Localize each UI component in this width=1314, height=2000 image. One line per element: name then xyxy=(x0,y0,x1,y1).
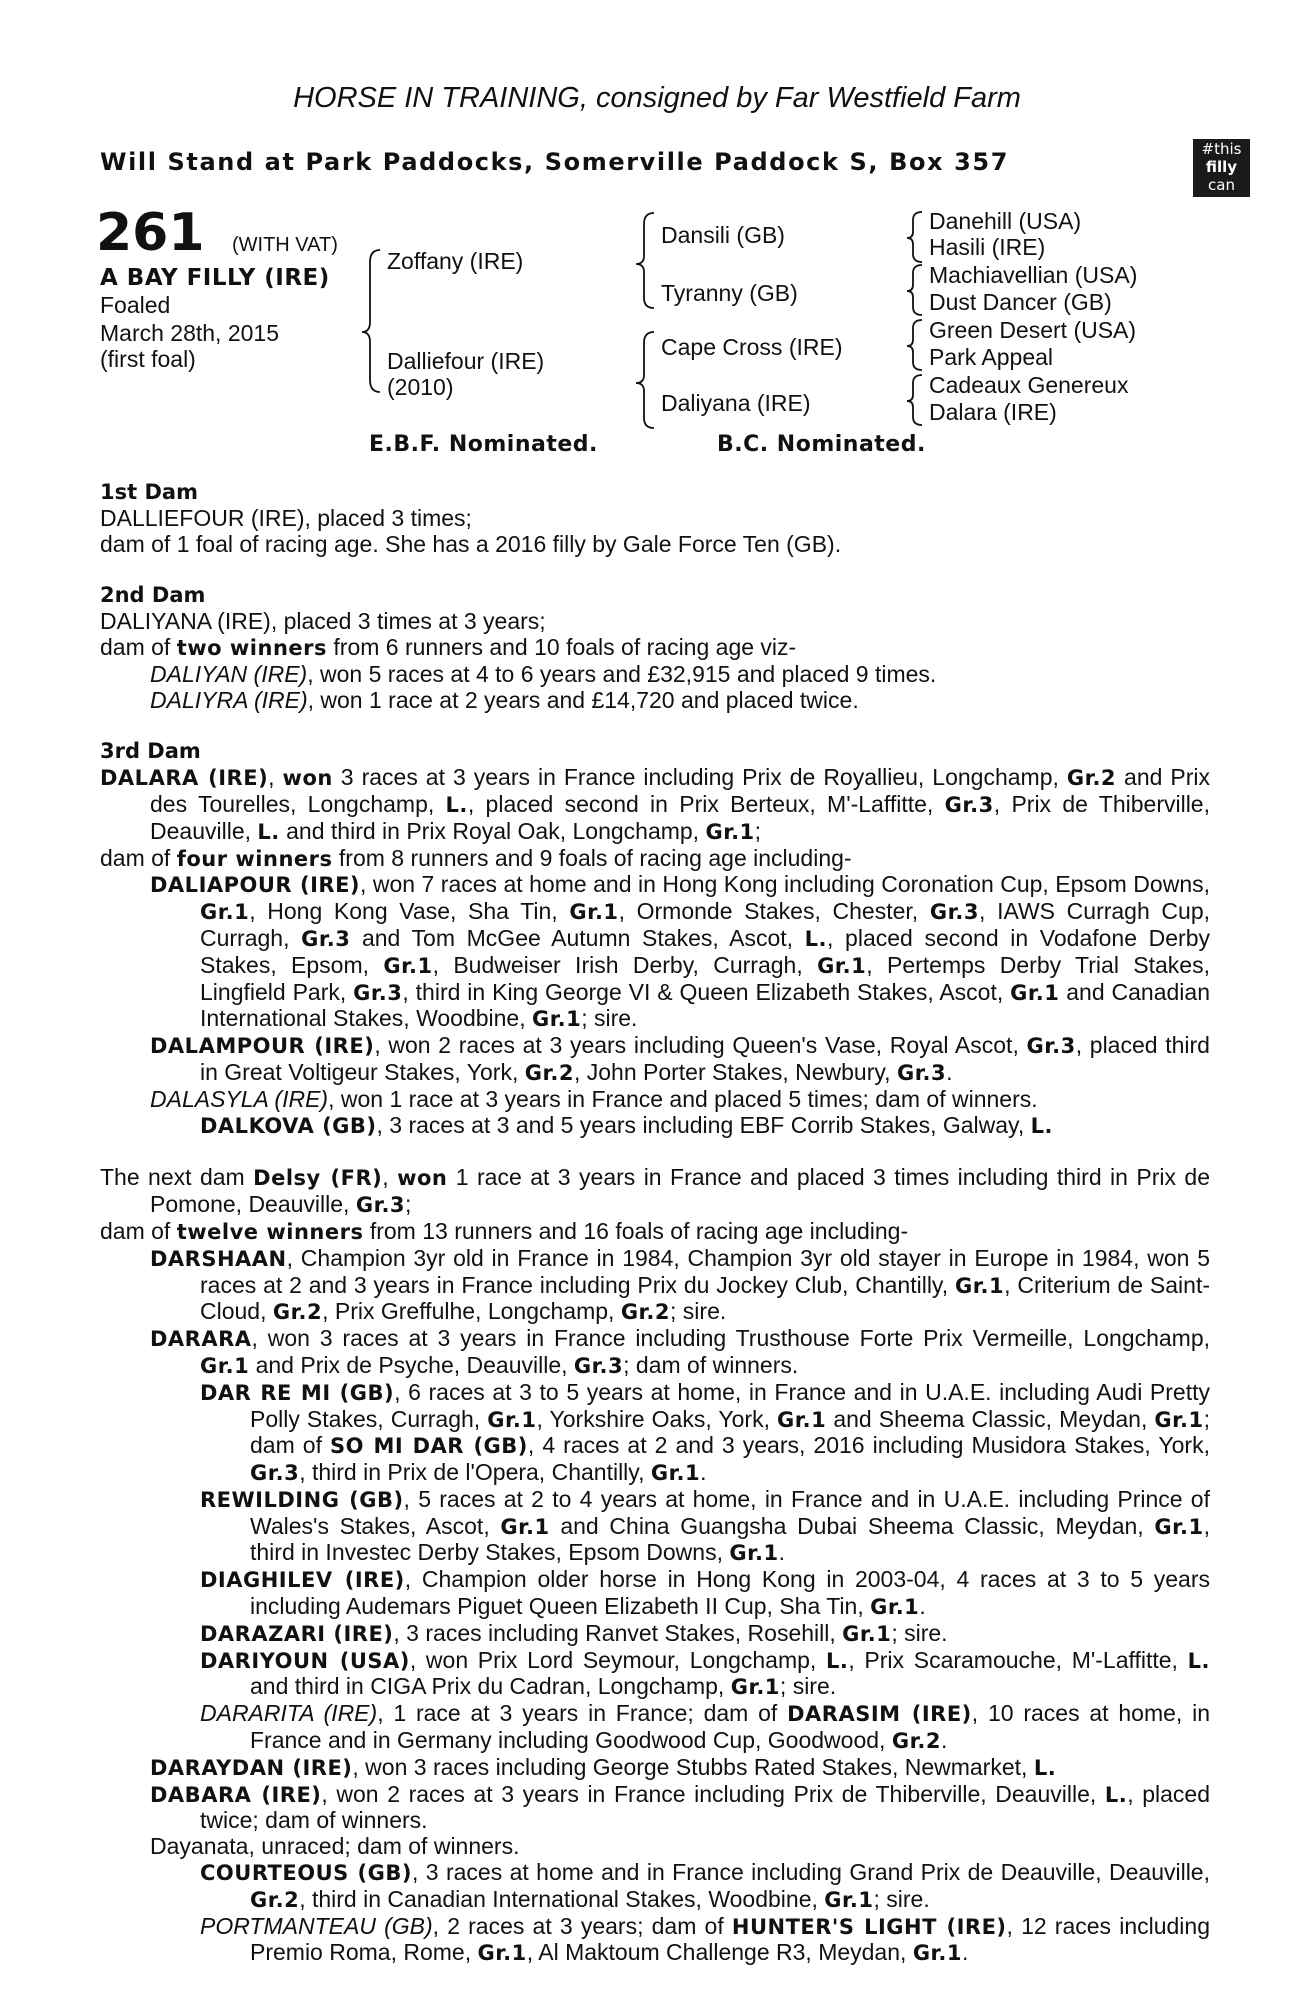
first-dam-heading: 1st Dam xyxy=(100,480,198,504)
stand-location: Will Stand at Park Paddocks, Somerville Paddock S, Box 357 xyxy=(100,148,1009,176)
pedigree-g8: Dalara (IRE) xyxy=(929,399,1057,425)
lot-number: 261 xyxy=(96,203,205,263)
pedigree-sire-sire: Dansili (GB) xyxy=(661,222,785,248)
badge-line-1: #this xyxy=(1201,140,1242,158)
bracket-g1 xyxy=(907,212,922,262)
progeny-dariyoun: DARIYOUN (USA), won Prix Lord Seymour, Longchamp, L., Prix Scaramouche, M'-Laffitte, L. and third in CIGA Prix du Cadran, Longchamp, Gr.1; sire. xyxy=(200,1646,1211,1700)
progeny-darazari: DARAZARI (IRE), 3 races including Ranvet Stakes, Rosehill, Gr.1; sire. xyxy=(200,1619,948,1646)
third-dam-produce: dam of four winners from 8 runners and 9 foals of racing age including- xyxy=(100,844,852,871)
bracket-g3 xyxy=(907,320,922,370)
progeny-dalasyla: DALASYLA (IRE), won 1 race at 3 years in France and placed 5 times; dam of winners. xyxy=(150,1085,1038,1112)
progeny-courteous: COURTEOUS (GB), 3 races at home and in France including Grand Prix de Deauville, Deauville, Gr.2, third in Canadian International Stakes, Woodbine, Gr.1; sire. xyxy=(200,1859,1210,1912)
progeny-dar-re-mi: DAR RE MI (GB), 6 races at 3 to 5 years at home, in France and in U.A.E. including Audi Pretty Polly Stakes, Curragh, Gr.1, Yorkshire Oaks, York, Gr.1 and Sheema Classic, Meydan, Gr.1; dam of SO MI DAR (GB), 4 races at 2 and 3 years, 2016 including Musidora Stakes, York, Gr.3, third in Prix de l'Opera, Chantilly, Gr.1. xyxy=(200,1378,1211,1486)
progeny-rewilding: REWILDING (GB), 5 races at 2 to 4 years at home, in France and in U.A.E. including Prince of Wales's Stakes, Ascot, Gr.1 and China Guangsha Dubai Sheema Classic, Meydan, Gr.1, third in Investec Derby Stakes, Epsom Downs, Gr.1. xyxy=(200,1485,1210,1566)
bracket-sire-dam xyxy=(362,250,380,392)
foaled-date: March 28th, 2015 xyxy=(100,320,280,346)
progeny-daliapour: DALIAPOUR (IRE), won 7 races at home and in Hong Kong including Coronation Cup, Epsom Downs, Gr.1, Hong Kong Vase, Sha Tin, Gr.1, Ormonde Stakes, Chester, Gr.3, IAWS Curragh Cup, Curragh, Gr.3 and Tom McGee Autumn Stakes, Ascot, L., placed second in Vodafone Derby Stakes, Epsom, Gr.1, Budweiser Irish Derby, Curragh, Gr.1, Pertemps Derby Trial Stakes, Lingfield Park, Gr.3, third in King George VI & Queen Elizabeth Stakes, Ascot, Gr.1 and Canadian International Stakes, Woodbine, Gr.1; sire. xyxy=(150,871,1211,1032)
pedigree-g7: Cadeaux Genereux xyxy=(929,372,1129,398)
progeny-dalkova: DALKOVA (GB), 3 races at 3 and 5 years including EBF Corrib Stakes, Galway, L. xyxy=(200,1111,1053,1138)
progeny-darara: DARARA, won 3 races at 3 years in France including Trusthouse Forte Prix Vermeille, Longchamp, Gr.1 and Prix de Psyche, Deauville, Gr.3; dam of winners. xyxy=(150,1325,1210,1378)
first-dam-line-1: DALLIEFOUR (IRE), placed 3 times; xyxy=(100,504,472,531)
ebf-nominated: E.B.F. Nominated. xyxy=(369,432,598,457)
bracket-g4 xyxy=(907,375,922,425)
next-dam-delsy: The next dam Delsy (FR), won 1 race at 3 years in France and placed 3 times including third in Prix de Pomone, Deauville, Gr.3; xyxy=(100,1164,1210,1218)
progeny-darshaan: DARSHAAN, Champion 3yr old in France in 1984, Champion 3yr old stayer in Europe in 1984, won 5 races at 2 and 3 years in France including Prix du Jockey Club, Chantilly, Gr.1, Criterium de Saint-Cloud, Gr.2, Prix Greffulhe, Longchamp, Gr.2; sire. xyxy=(150,1244,1210,1325)
pedigree-dam: Dalliefour (IRE) xyxy=(387,348,545,374)
pedigree-dam-year: (2010) xyxy=(387,374,454,400)
progeny-daraydan: DARAYDAN (IRE), won 3 races including George Stubbs Rated Stakes, Newmarket, L. xyxy=(150,1753,1057,1780)
pedigree-g5: Green Desert (USA) xyxy=(929,317,1137,343)
bracket-g2 xyxy=(907,265,922,315)
pedigree-sire: Zoffany (IRE) xyxy=(387,248,524,274)
badge-line-3: can xyxy=(1208,176,1235,194)
second-dam-line-2: dam of two winners from 6 runners and 10 foals of racing age viz- xyxy=(100,633,797,660)
second-dam-line-1: DALIYANA (IRE), placed 3 times at 3 years; xyxy=(100,608,546,635)
first-dam-line-2: dam of 1 foal of racing age. She has a 2016 filly by Gale Force Ten (GB). xyxy=(100,530,842,557)
progeny-daliyan: DALIYAN (IRE), won 5 races at 4 to 6 years and £32,915 and placed 9 times. xyxy=(150,660,937,687)
third-dam-dalara: DALARA (IRE), won 3 races at 3 years in France including Prix de Royallieu, Longchamp, Gr.2 and Prix des Tourelles, Longchamp, L., placed second in Prix Berteux, M'-Laffitte, Gr.3, Prix de Thiberville, Deauville, L. and third in Prix Royal Oak, Longchamp, Gr.1; xyxy=(100,764,1211,844)
progeny-dayanata: Dayanata, unraced; dam of winners. xyxy=(150,1833,520,1860)
progeny-dalampour: DALAMPOUR (IRE), won 2 races at 3 years including Queen's Vase, Royal Ascot, Gr.3, placed third in Great Voltigeur Stakes, York, Gr.2, John Porter Stakes, Newbury, Gr.3. xyxy=(150,1032,1210,1085)
pedigree-g1: Danehill (USA) xyxy=(929,208,1082,234)
page-title: HORSE IN TRAINING, consigned by Far Westfield Farm xyxy=(293,82,1021,114)
third-dam-heading: 3rd Dam xyxy=(100,739,201,764)
pedigree-dam-dam: Daliyana (IRE) xyxy=(661,390,811,416)
pedigree-sire-dam: Tyranny (GB) xyxy=(661,280,798,306)
progeny-diaghilev: DIAGHILEV (IRE), Champion older horse in Hong Kong in 2003-04, 4 races at 3 to 5 years including Audemars Piguet Queen Elizabeth II Cup, Sha Tin, Gr.1. xyxy=(200,1566,1211,1620)
pedigree-g2: Hasili (IRE) xyxy=(929,234,1046,260)
next-dam-produce: dam of twelve winners from 13 runners and 16 foals of racing age including- xyxy=(100,1217,909,1244)
bracket-dam xyxy=(636,332,654,428)
pedigree-g4: Dust Dancer (GB) xyxy=(929,289,1112,315)
foal-note: (first foal) xyxy=(100,346,196,372)
horse-name: A BAY FILLY (IRE) xyxy=(100,265,330,291)
lot-vat: (WITH VAT) xyxy=(232,234,338,256)
progeny-dararita: DARARITA (IRE), 1 race at 3 years in France; dam of DARASIM (IRE), 10 races at home, in France and in Germany including Goodwood Cup, Goodwood, Gr.2. xyxy=(200,1700,1210,1754)
pedigree-g6: Park Appeal xyxy=(929,344,1054,370)
bracket-sire xyxy=(636,213,654,308)
foaled-label: Foaled xyxy=(100,292,171,318)
progeny-portmanteau: PORTMANTEAU (GB), 2 races at 3 years; dam of HUNTER'S LIGHT (IRE), 12 races including Premio Roma, Rome, Gr.1, Al Maktoum Challenge R3, Meydan, Gr.1. xyxy=(200,1912,1210,1966)
badge-line-2: filly xyxy=(1205,158,1238,176)
catalogue-body xyxy=(100,480,1210,1967)
pedigree-dam-sire: Cape Cross (IRE) xyxy=(661,334,843,360)
pedigree-g3: Machiavellian (USA) xyxy=(929,262,1138,288)
bc-nominated: B.C. Nominated. xyxy=(717,432,926,457)
progeny-daliyra: DALIYRA (IRE), won 1 race at 2 years and £14,720 and placed twice. xyxy=(150,686,859,713)
progeny-dabara: DABARA (IRE), won 2 races at 3 years in France including Prix de Thiberville, Deauville, L., placed twice; dam of winners. xyxy=(150,1780,1211,1834)
second-dam-heading: 2nd Dam xyxy=(100,583,206,608)
